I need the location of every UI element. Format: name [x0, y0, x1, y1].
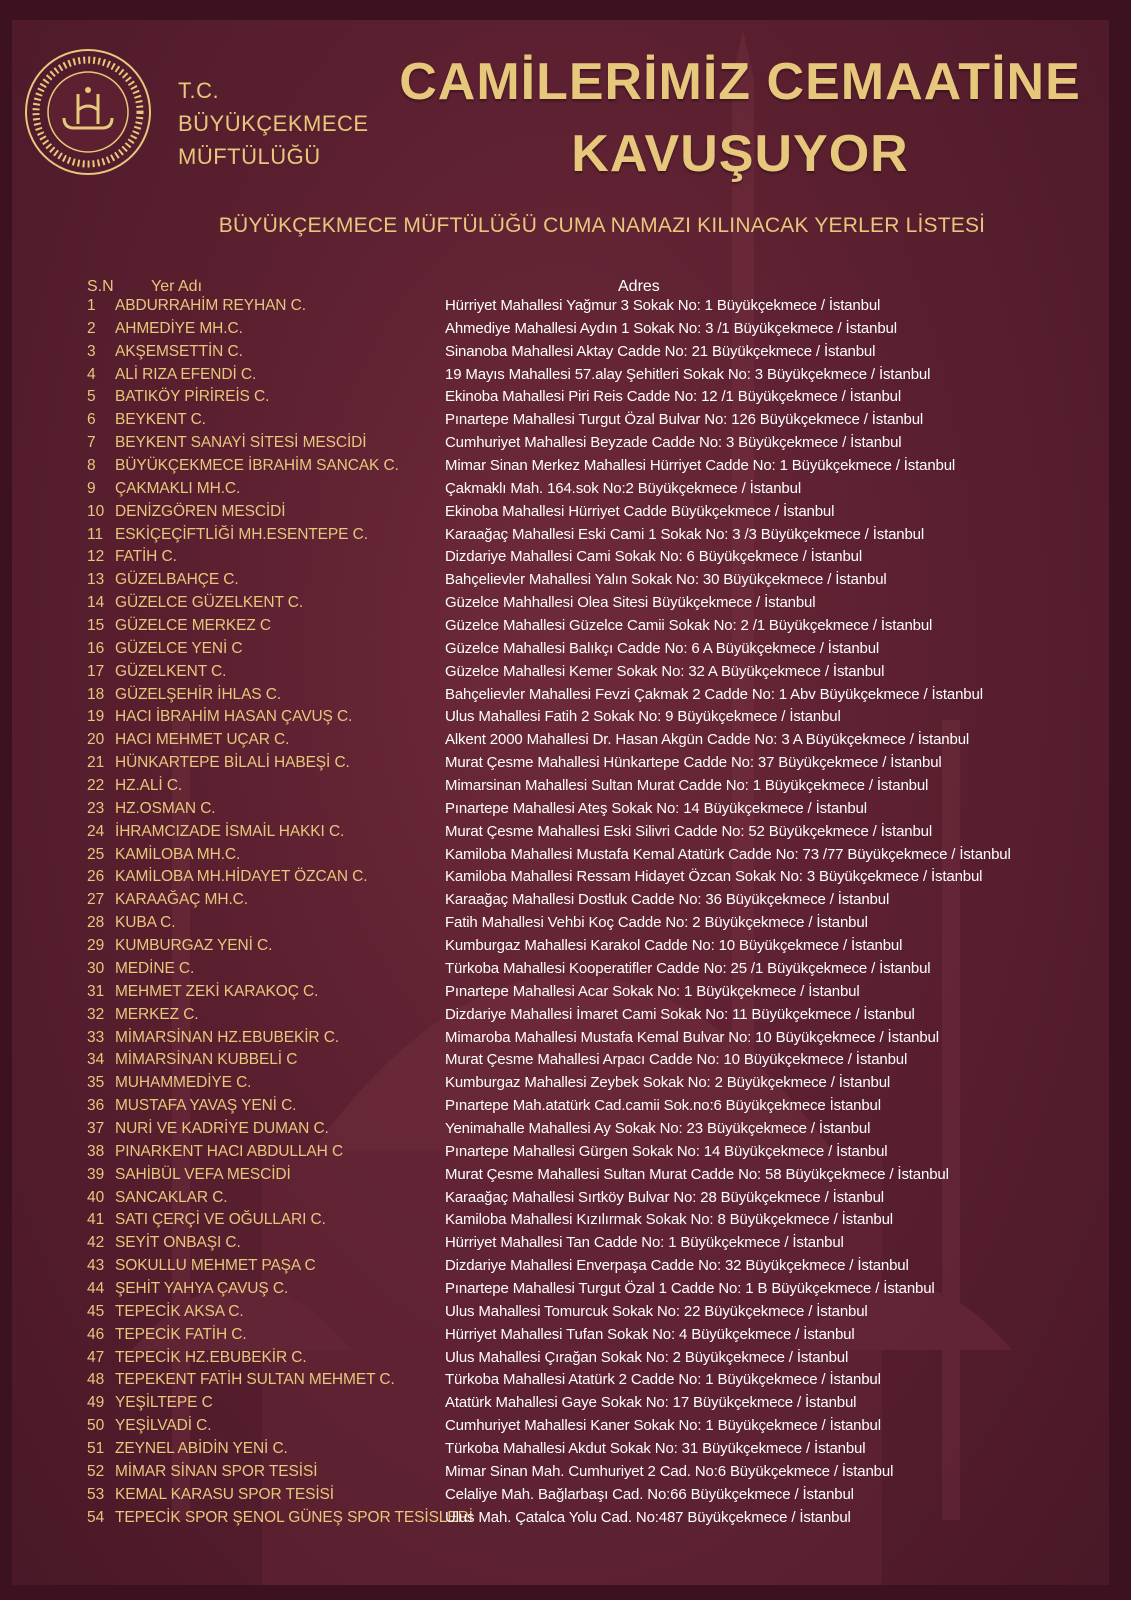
place-address: Hürriyet Mahallesi Tufan Sokak No: 4 Büyükçekmece / İstanbul — [445, 1325, 855, 1343]
place-name: TEPEKENT FATİH SULTAN MEHMET C. — [115, 1371, 395, 1389]
place-name: ÇAKMAKLI MH.C. — [115, 479, 241, 497]
list-item — [12, 866, 1109, 889]
place-address: Kumburgaz Mahallesi Zeybek Sokak No: 2 Büyükçekmece / İstanbul — [445, 1074, 891, 1092]
place-address: Pınartepe Mahallesi Turgut Özal Bulvar No: 126 Büyükçekmece / İstanbul — [445, 411, 924, 429]
list-item — [12, 1369, 1109, 1392]
row-number: 51 — [87, 1439, 105, 1457]
place-address: Ulus Mahallesi Tomurcuk Sokak No: 22 Büyükçekmece / İstanbul — [445, 1302, 868, 1320]
row-number: 23 — [87, 799, 105, 817]
row-number: 8 — [87, 457, 96, 475]
row-number: 27 — [87, 891, 105, 909]
place-address: Pınartepe Mah.atatürk Cad.camii Sok.no:6 Büyükçekmece İstanbul — [445, 1097, 881, 1115]
row-number: 40 — [87, 1188, 105, 1206]
place-name: MİMAR SİNAN SPOR TESİSİ — [115, 1462, 318, 1480]
place-address: Fatih Mahallesi Vehbi Koç Cadde No: 2 Büyükçekmece / İstanbul — [445, 914, 868, 932]
list-item — [12, 684, 1109, 707]
row-number: 16 — [87, 639, 105, 657]
place-address: Dizdariye Mahallesi İmaret Cami Sokak No: 11 Büyükçekmece / İstanbul — [445, 1005, 915, 1023]
place-name: MİMARSİNAN KUBBELİ C — [115, 1051, 298, 1069]
place-name: BATIKÖY PİRİREİS C. — [115, 388, 270, 406]
column-header-name: Yer Adı — [151, 278, 203, 295]
row-number: 22 — [87, 777, 105, 795]
place-address: Yenimahalle Mahallesi Ay Sokak No: 23 Büyükçekmece / İstanbul — [445, 1119, 871, 1137]
row-number: 42 — [87, 1234, 105, 1252]
row-number: 47 — [87, 1348, 105, 1366]
row-number: 6 — [87, 411, 96, 429]
list-item — [12, 1095, 1109, 1118]
place-address: Dizdariye Mahallesi Enverpaşa Cadde No: 32 Büyükçekmece / İstanbul — [445, 1257, 909, 1275]
row-number: 24 — [87, 822, 105, 840]
row-number: 30 — [87, 959, 105, 977]
list-item — [12, 364, 1109, 387]
place-name: YEŞİLVADİ C. — [115, 1417, 212, 1435]
column-header-address: Adres — [618, 278, 660, 295]
place-address: Hürriyet Mahallesi Yağmur 3 Sokak No: 1 Büyükçekmece / İstanbul — [445, 297, 881, 314]
list-item — [12, 1164, 1109, 1187]
place-address: Kumburgaz Mahallesi Karakol Cadde No: 10 Büyükçekmece / İstanbul — [445, 937, 903, 955]
place-address: Kamiloba Mahallesi Ressam Hidayet Özcan Sokak No: 3 Büyükçekmece / İstanbul — [445, 868, 983, 886]
list-item — [12, 661, 1109, 684]
list-item — [12, 1392, 1109, 1415]
place-name: GÜZELBAHÇE C. — [115, 571, 239, 589]
place-address: Ulus Mah. Çatalca Yolu Cad. No:487 Büyükçekmece / İstanbul — [445, 1508, 851, 1526]
place-name: KAMİLOBA MH.C. — [115, 845, 241, 863]
row-number: 1 — [87, 297, 96, 314]
list-item — [12, 1004, 1109, 1027]
place-name: GÜZELŞEHİR İHLAS C. — [115, 685, 282, 703]
place-name: GÜZELCE MERKEZ C — [115, 617, 272, 635]
place-address: Mimar Sinan Merkez Mahallesi Hürriyet Cadde No: 1 Büyükçekmece / İstanbul — [445, 457, 956, 475]
place-address: Güzelce Mahallesi Güzelce Camii Sokak No: 2 /1 Büyükçekmece / İstanbul — [445, 617, 933, 635]
place-address: Pınartepe Mahallesi Ateş Sokak No: 14 Büyükçekmece / İstanbul — [445, 799, 867, 817]
place-name: SAHİBÜL VEFA MESCİDİ — [115, 1165, 291, 1183]
list-item — [12, 1324, 1109, 1347]
list-item — [12, 409, 1109, 432]
place-name: KAMİLOBA MH.HİDAYET ÖZCAN C. — [115, 868, 368, 886]
list-item — [12, 386, 1109, 409]
row-number: 53 — [87, 1485, 105, 1503]
place-name: KUBA C. — [115, 914, 176, 932]
row-number: 37 — [87, 1119, 105, 1137]
row-number: 48 — [87, 1371, 105, 1389]
list-item — [12, 341, 1109, 364]
place-address: Çakmaklı Mah. 164.sok No:2 Büyükçekmece / İstanbul — [445, 479, 802, 497]
place-address: Atatürk Mahallesi Gaye Sokak No: 17 Büyükçekmece / İstanbul — [445, 1394, 857, 1412]
place-address: Mimar Sinan Mah. Cumhuriyet 2 Cad. No:6 Büyükçekmece / İstanbul — [445, 1462, 894, 1480]
list-item — [12, 1232, 1109, 1255]
place-name: HACI MEHMET UÇAR C. — [115, 731, 290, 749]
place-name: TEPECİK SPOR ŞENOL GÜNEŞ SPOR TESİSLERİ — [115, 1508, 473, 1526]
place-name: ŞEHİT YAHYA ÇAVUŞ C. — [115, 1279, 289, 1297]
list-item — [12, 1141, 1109, 1164]
place-address: Murat Çesme Mahallesi Arpacı Cadde No: 10 Büyükçekmece / İstanbul — [445, 1051, 908, 1069]
list-item — [12, 1461, 1109, 1484]
place-address: Karaağaç Mahallesi Eski Cami 1 Sokak No: 3 /3 Büyükçekmece / İstanbul — [445, 525, 925, 543]
place-name: KUMBURGAZ YENİ C. — [115, 937, 273, 955]
list-item — [12, 1027, 1109, 1050]
list-item — [12, 821, 1109, 844]
list-item — [12, 1278, 1109, 1301]
place-address: Cumhuriyet Mahallesi Beyzade Cadde No: 3 Büyükçekmece / İstanbul — [445, 434, 902, 452]
place-name: İHRAMCIZADE İSMAİL HAKKI C. — [115, 822, 345, 840]
place-name: MUHAMMEDİYE C. — [115, 1074, 252, 1092]
list-item — [12, 752, 1109, 775]
place-name: BEYKENT SANAYİ SİTESİ MESCİDİ — [115, 434, 367, 452]
row-number: 7 — [87, 434, 96, 452]
place-address: Pınartepe Mahallesi Gürgen Sokak No: 14 Büyükçekmece / İstanbul — [445, 1142, 888, 1160]
list-item — [12, 912, 1109, 935]
list-item — [12, 569, 1109, 592]
list-item — [12, 546, 1109, 569]
org-line-tc: T.C. — [178, 78, 220, 103]
place-address: Celaliye Mah. Bağlarbaşı Cad. No:66 Büyükçekmece / İstanbul — [445, 1485, 854, 1503]
place-name: ESKİÇEÇİFTLİĞİ MH.ESENTEPE C. — [115, 525, 368, 543]
list-item — [12, 1049, 1109, 1072]
list-item — [12, 1438, 1109, 1461]
list-rows — [12, 295, 1109, 1529]
list-item — [12, 1255, 1109, 1278]
list-item — [12, 1347, 1109, 1370]
place-address: Ekinoba Mahallesi Hürriyet Cadde Büyükçekmece / İstanbul — [445, 502, 835, 520]
row-number: 43 — [87, 1257, 105, 1275]
place-name: FATİH C. — [115, 548, 177, 566]
list-item — [12, 1072, 1109, 1095]
list-item — [12, 615, 1109, 638]
row-number: 10 — [87, 502, 105, 520]
place-name: YEŞİLTEPE C — [115, 1394, 213, 1412]
row-number: 14 — [87, 594, 105, 612]
row-number: 31 — [87, 982, 105, 1000]
place-name: MEHMET ZEKİ KARAKOÇ C. — [115, 982, 319, 1000]
place-name: ABDURRAHİM REYHAN C. — [115, 297, 306, 314]
row-number: 21 — [87, 754, 105, 772]
place-address: 19 Mayıs Mahallesi 57.alay Şehitleri Sokak No: 3 Büyükçekmece / İstanbul — [445, 365, 931, 383]
place-address: Türkoba Mahallesi Kooperatifler Cadde No: 25 /1 Büyükçekmece / İstanbul — [445, 959, 931, 977]
place-name: AHMEDİYE MH.C. — [115, 319, 243, 337]
place-address: Karaağaç Mahallesi Sırtköy Bulvar No: 28 Büyükçekmece / İstanbul — [445, 1188, 884, 1206]
place-name: ZEYNEL ABİDİN YENİ C. — [115, 1439, 288, 1457]
place-address: Murat Çesme Mahallesi Hünkartepe Cadde No: 37 Büyükçekmece / İstanbul — [445, 754, 942, 772]
list-item — [12, 706, 1109, 729]
place-address: Mimaroba Mahallesi Mustafa Kemal Bulvar No: 10 Büyükçekmece / İstanbul — [445, 1028, 939, 1046]
place-address: Bahçelievler Mahallesi Yalın Sokak No: 30 Büyükçekmece / İstanbul — [445, 571, 887, 589]
list-item — [12, 1507, 1109, 1530]
list-item — [12, 775, 1109, 798]
place-name: MERKEZ C. — [115, 1005, 199, 1023]
row-number: 46 — [87, 1325, 105, 1343]
poster — [12, 20, 1109, 1585]
row-number: 34 — [87, 1051, 105, 1069]
row-number: 4 — [87, 365, 96, 383]
row-number: 33 — [87, 1028, 105, 1046]
list-item — [12, 501, 1109, 524]
row-number: 52 — [87, 1462, 105, 1480]
list-item — [12, 638, 1109, 661]
place-name: HZ.ALİ C. — [115, 777, 183, 795]
place-address: Kamiloba Mahallesi Kızılırmak Sokak No: 8 Büyükçekmece / İstanbul — [445, 1211, 893, 1229]
place-name: PINARKENT HACI ABDULLAH C — [115, 1142, 344, 1160]
place-name: HACI İBRAHİM HASAN ÇAVUŞ C. — [115, 708, 353, 726]
list-item — [12, 935, 1109, 958]
place-address: Murat Çesme Mahallesi Sultan Murat Cadde No: 58 Büyükçekmece / İstanbul — [445, 1165, 949, 1183]
place-address: Ahmediye Mahallesi Aydın 1 Sokak No: 3 /1 Büyükçekmece / İstanbul — [445, 319, 897, 337]
place-address: Alkent 2000 Mahallesi Dr. Hasan Akgün Cadde No: 3 A Büyükçekmece / İstanbul — [445, 731, 970, 749]
row-number: 18 — [87, 685, 105, 703]
place-address: Karaağaç Mahallesi Dostluk Cadde No: 36 Büyükçekmece / İstanbul — [445, 891, 890, 909]
row-number: 49 — [87, 1394, 105, 1412]
place-address: Kamiloba Mahallesi Mustafa Kemal Atatürk Cadde No: 73 /77 Büyükçekmece / İstanbul — [445, 845, 1011, 863]
place-address: Dizdariye Mahallesi Cami Sokak No: 6 Büyükçekmece / İstanbul — [445, 548, 863, 566]
title-line-1: CAMİLERİMİZ CEMAATİNE — [399, 53, 1081, 111]
place-name: HZ.OSMAN C. — [115, 799, 216, 817]
row-number: 38 — [87, 1142, 105, 1160]
list-item — [12, 889, 1109, 912]
place-address: Pınartepe Mahallesi Acar Sokak No: 1 Büyükçekmece / İstanbul — [445, 982, 860, 1000]
place-name: BÜYÜKÇEKMECE İBRAHİM SANCAK C. — [115, 457, 399, 475]
place-name: MEDİNE C. — [115, 959, 195, 977]
place-address: Mimarsinan Mahallesi Sultan Murat Cadde No: 1 Büyükçekmece / İstanbul — [445, 777, 929, 795]
place-address: Güzelce Mahallesi Balıkçı Cadde No: 6 A Büyükçekmece / İstanbul — [445, 639, 880, 657]
place-address: Türkoba Mahallesi Akdut Sokak No: 31 Büyükçekmece / İstanbul — [445, 1439, 866, 1457]
place-name: SATI ÇERÇİ VE OĞULLARI C. — [115, 1211, 326, 1229]
row-number: 2 — [87, 319, 96, 337]
place-name: MUSTAFA YAVAŞ YENİ C. — [115, 1097, 297, 1115]
list-item — [12, 958, 1109, 981]
row-number: 41 — [87, 1211, 105, 1229]
row-number: 28 — [87, 914, 105, 932]
list-item — [12, 1301, 1109, 1324]
row-number: 54 — [87, 1508, 105, 1526]
row-number: 3 — [87, 342, 96, 360]
place-name: KARAAĞAÇ MH.C. — [115, 891, 248, 909]
row-number: 50 — [87, 1417, 105, 1435]
place-address: Ulus Mahallesi Fatih 2 Sokak No: 9 Büyükçekmece / İstanbul — [445, 708, 841, 726]
place-address: Hürriyet Mahallesi Tan Cadde No: 1 Büyükçekmece / İstanbul — [445, 1234, 844, 1252]
list-item — [12, 1415, 1109, 1438]
list-item — [12, 592, 1109, 615]
place-name: TEPECİK AKSA C. — [115, 1302, 244, 1320]
place-address: Cumhuriyet Mahallesi Kaner Sokak No: 1 Büyükçekmece / İstanbul — [445, 1417, 881, 1435]
org-line-city: BÜYÜKÇEKMECE — [178, 111, 369, 136]
place-name: TEPECİK FATİH C. — [115, 1325, 247, 1343]
list-item — [12, 318, 1109, 341]
list-item — [12, 844, 1109, 867]
column-header-sn: S.N — [87, 278, 114, 295]
list-item — [12, 524, 1109, 547]
row-number: 19 — [87, 708, 105, 726]
row-number: 5 — [87, 388, 96, 406]
list-item — [12, 798, 1109, 821]
row-number: 17 — [87, 662, 105, 680]
list-subtitle: BÜYÜKÇEKMECE MÜFTÜLÜĞÜ CUMA NAMAZI KILINACAK YERLER LİSTESİ — [218, 214, 986, 237]
list-item — [12, 1209, 1109, 1232]
row-number: 35 — [87, 1074, 105, 1092]
place-address: Pınartepe Mahallesi Turgut Özal 1 Cadde No: 1 B Büyükçekmece / İstanbul — [445, 1279, 935, 1297]
poster-title — [390, 46, 1090, 190]
place-name: KEMAL KARASU SPOR TESİSİ — [115, 1485, 334, 1503]
place-name: SOKULLU MEHMET PAŞA C — [115, 1257, 316, 1275]
place-name: SEYİT ONBAŞI C. — [115, 1234, 241, 1252]
row-number: 29 — [87, 937, 105, 955]
place-address: Ulus Mahallesi Çırağan Sokak No: 2 Büyükçekmece / İstanbul — [445, 1348, 849, 1366]
place-address: Sinanoba Mahallesi Aktay Cadde No: 21 Büyükçekmece / İstanbul — [445, 342, 876, 360]
place-address: Güzelce Mahallesi Kemer Sokak No: 32 A Büyükçekmece / İstanbul — [445, 662, 885, 680]
list-item — [12, 1484, 1109, 1507]
place-address: Ekinoba Mahallesi Piri Reis Cadde No: 12 /1 Büyükçekmece / İstanbul — [445, 388, 902, 406]
list-item — [12, 1187, 1109, 1210]
place-name: MİMARSİNAN HZ.EBUBEKİR C. — [115, 1028, 339, 1046]
title-line-2: KAVUŞUYOR — [571, 125, 909, 183]
place-name: HÜNKARTEPE BİLALİ HABEŞİ C. — [115, 754, 350, 772]
place-name: ALİ RIZA EFENDİ C. — [115, 365, 257, 383]
row-number: 15 — [87, 617, 105, 635]
place-name: GÜZELCE YENİ C — [115, 639, 243, 657]
place-name: SANCAKLAR C. — [115, 1188, 228, 1206]
place-address: Murat Çesme Mahallesi Eski Silivri Cadde No: 52 Büyükçekmece / İstanbul — [445, 822, 933, 840]
row-number: 13 — [87, 571, 105, 589]
list-item — [12, 981, 1109, 1004]
row-number: 32 — [87, 1005, 105, 1023]
row-number: 39 — [87, 1165, 105, 1183]
row-number: 11 — [87, 525, 104, 543]
place-name: GÜZELKENT C. — [115, 662, 227, 680]
place-name: DENİZGÖREN MESCİDİ — [115, 502, 286, 520]
place-address: Bahçelievler Mahallesi Fevzi Çakmak 2 Cadde No: 1 Abv Büyükçekmece / İstanbul — [445, 685, 983, 703]
list-item — [12, 295, 1109, 318]
org-line-mufti: MÜFTÜLÜĞÜ — [178, 144, 321, 169]
place-name: AKŞEMSETTİN C. — [115, 342, 243, 360]
list-item — [12, 1118, 1109, 1141]
row-number: 44 — [87, 1279, 105, 1297]
list-item — [12, 455, 1109, 478]
place-address: Güzelce Mahhallesi Olea Sitesi Büyükçekmece / İstanbul — [445, 594, 816, 612]
row-number: 26 — [87, 868, 105, 886]
place-name: BEYKENT C. — [115, 411, 206, 429]
place-address: Türkoba Mahallesi Atatürk 2 Cadde No: 1 Büyükçekmece / İstanbul — [445, 1371, 881, 1389]
row-number: 9 — [87, 479, 96, 497]
list-item — [12, 478, 1109, 501]
row-number: 20 — [87, 731, 105, 749]
row-number: 25 — [87, 845, 105, 863]
row-number: 12 — [87, 548, 105, 566]
place-name: NURİ VE KADRİYE DUMAN C. — [115, 1119, 329, 1137]
organization-name — [178, 74, 369, 173]
list-item — [12, 729, 1109, 752]
list-item — [12, 432, 1109, 455]
place-name: GÜZELCE GÜZELKENT C. — [115, 594, 304, 612]
diyanet-logo — [22, 46, 154, 178]
row-number: 36 — [87, 1097, 105, 1115]
row-number: 45 — [87, 1302, 105, 1320]
place-name: TEPECİK HZ.EBUBEKİR C. — [115, 1348, 307, 1366]
